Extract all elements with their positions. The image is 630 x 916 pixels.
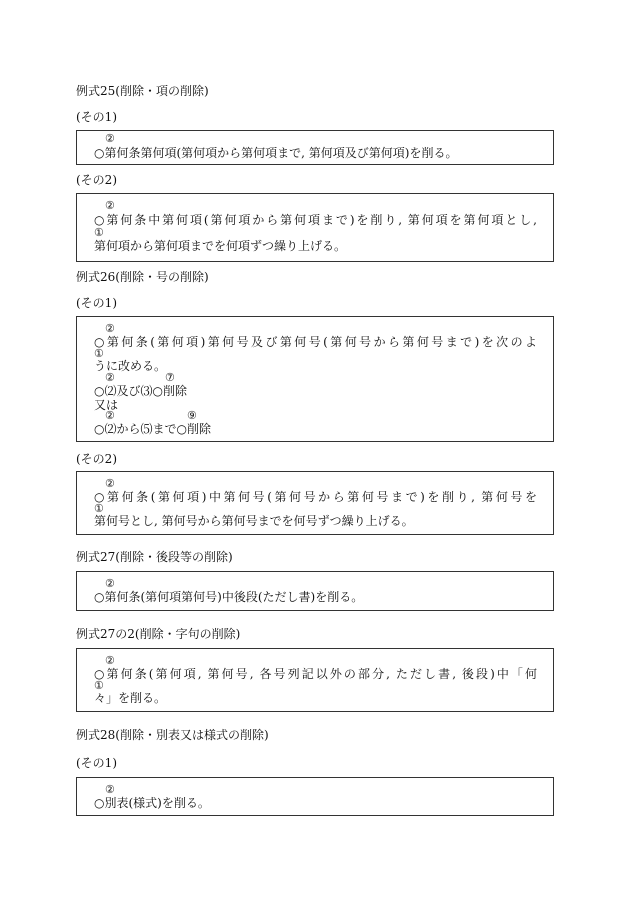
circled-mark: ①	[94, 679, 104, 692]
amendment-line: うに改める。	[94, 359, 167, 373]
amendment-line: 第何項から第何項までを何項ずつ繰り上げる。	[94, 239, 347, 253]
ex25-sub1-label: (その1)	[76, 110, 117, 124]
circled-mark: ②	[105, 132, 115, 145]
ex25-sub2-label: (その2)	[76, 173, 117, 187]
circled-mark: ②	[105, 409, 115, 422]
circled-mark: ②	[105, 783, 115, 796]
ex25-sub1-box	[76, 130, 554, 165]
amendment-line: 又は	[94, 398, 119, 412]
amendment-line: ○⑵から⑸まで○削除	[94, 422, 211, 436]
circled-mark: ②	[105, 322, 115, 335]
circled-mark: ②	[105, 577, 115, 590]
ex26-heading: 例式26(削除・号の削除)	[76, 270, 209, 284]
amendment-line: ○別表(様式)を削る。	[94, 796, 210, 810]
ex26-sub1-box	[76, 316, 554, 442]
circled-mark: ②	[105, 477, 115, 490]
ex28-heading: 例式28(削除・別表又は様式の削除)	[76, 728, 269, 742]
amendment-line: ○第何条(第何項第何号)中後段(ただし書)を削る。	[94, 590, 364, 604]
ex25-sub2-box	[76, 193, 554, 262]
ex26-sub2-box	[76, 471, 554, 535]
amendment-line: ○第何条(第何項, 第何号, 各号列記以外の部分, ただし書, 後段)中「何	[94, 667, 537, 681]
amendment-line: ○第何条(第何項)中第何号(第何号から第何号まで)を削り, 第何号を	[94, 490, 537, 504]
circled-mark: ①	[94, 226, 104, 239]
circled-mark: ①	[94, 347, 104, 360]
circled-mark: ②	[105, 199, 115, 212]
ex26-sub2-label: (その2)	[76, 452, 117, 466]
ex27-heading: 例式27(削除・後段等の削除)	[76, 550, 233, 564]
amendment-line: 々」を削る。	[94, 691, 167, 705]
amendment-line: ○第何条第何項(第何項から第何項まで, 第何項及び第何項)を削る。	[94, 146, 458, 160]
circled-mark: ②	[105, 654, 115, 667]
ex25-heading: 例式25(削除・項の削除)	[76, 84, 209, 98]
ex26-sub1-label: (その1)	[76, 296, 117, 310]
amendment-line: ○第何条中第何項(第何項から第何項まで)を削り, 第何項を第何項とし,	[94, 213, 537, 227]
circled-mark: ⑨	[187, 409, 197, 422]
ex28-sub1-box	[76, 777, 554, 816]
circled-mark: ②	[105, 371, 115, 384]
amendment-line: ○⑵及び⑶○削除	[94, 384, 187, 398]
ex27-2-box	[76, 648, 554, 712]
ex27-box	[76, 571, 554, 611]
circled-mark: ①	[94, 502, 104, 515]
amendment-line: 第何号とし, 第何号から第何号までを何号ずつ繰り上げる。	[94, 514, 414, 528]
ex28-sub1-label: (その1)	[76, 756, 117, 770]
ex27-2-heading: 例式27の2(削除・字句の削除)	[76, 627, 241, 641]
amendment-line: ○第何条(第何項)第何号及び第何号(第何号から第何号まで)を次のよ	[94, 335, 537, 349]
circled-mark: ⑦	[165, 371, 175, 384]
